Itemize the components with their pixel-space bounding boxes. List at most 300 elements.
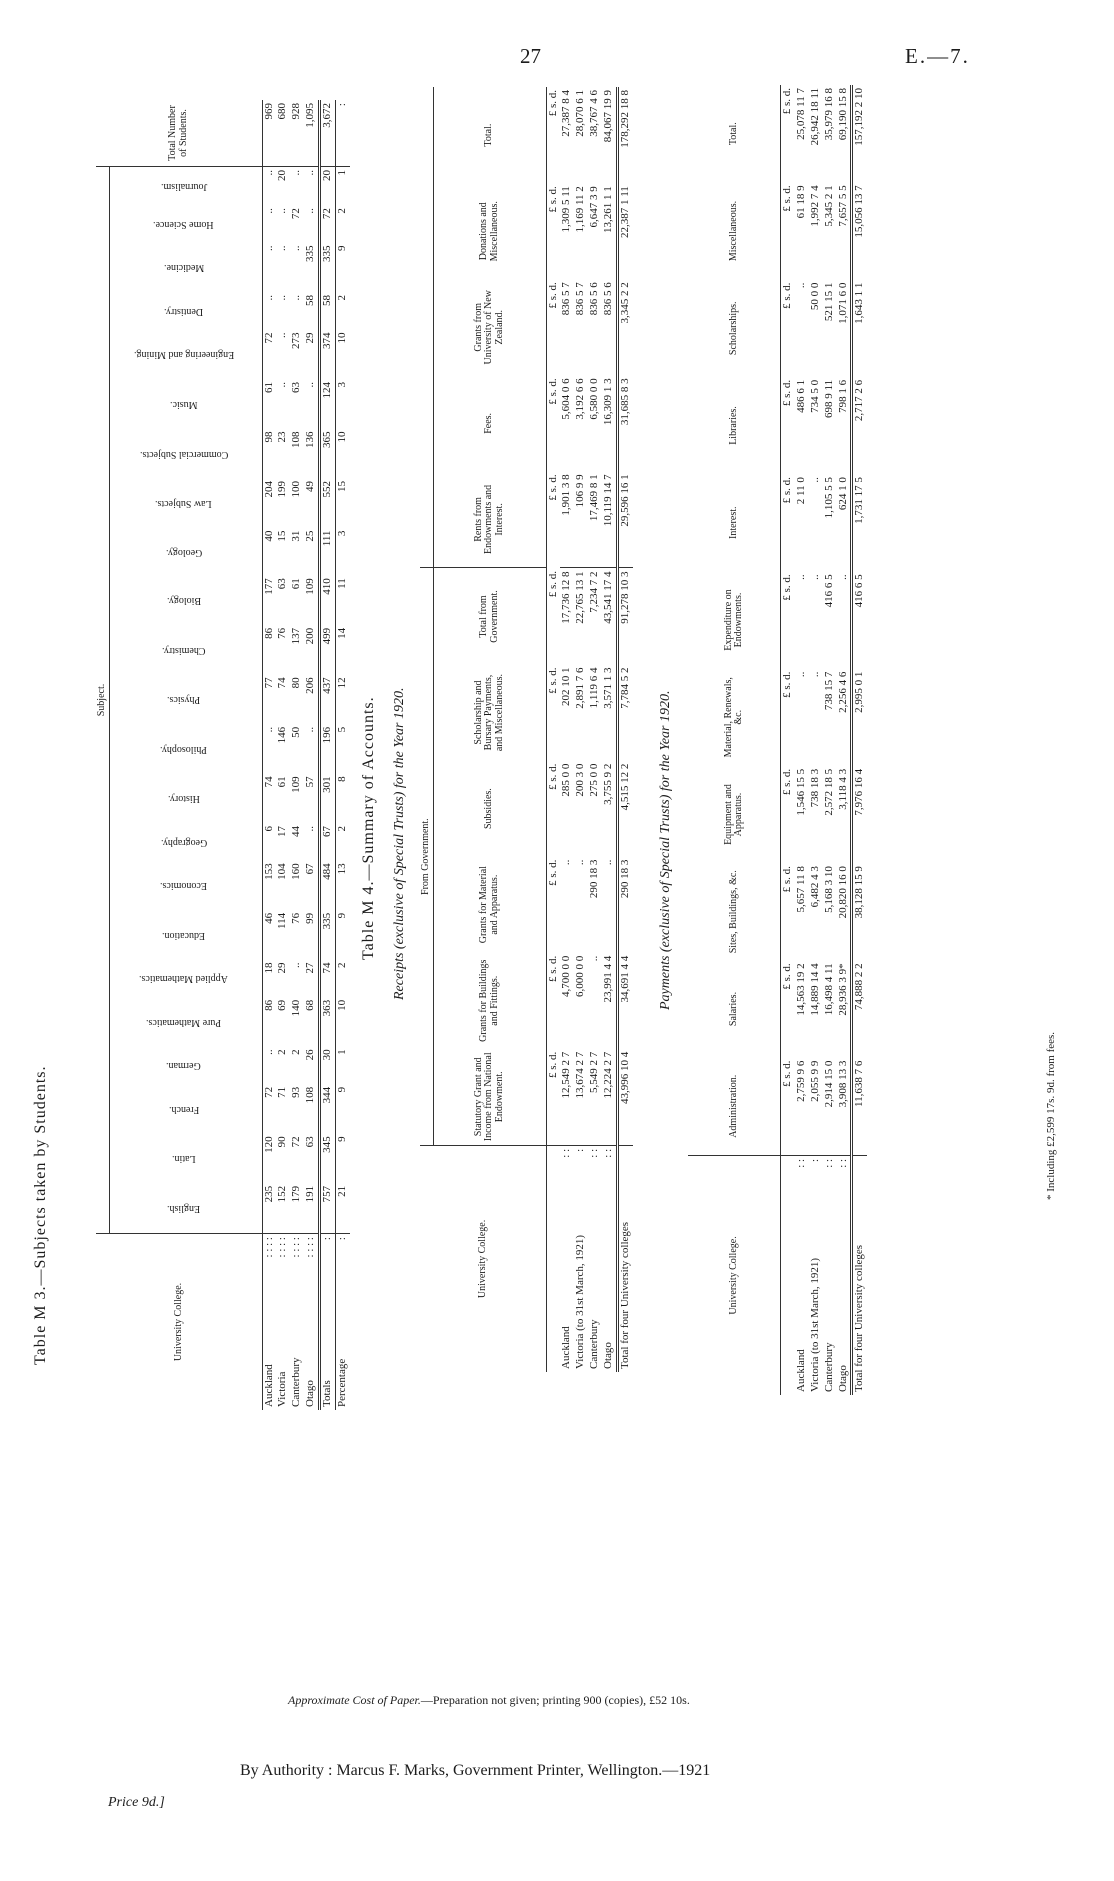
m4-cell: 836 5 7 [560,282,573,316]
m3-cell: 71 [276,1086,289,1098]
m4-units-row [546,87,560,1372]
document-reference: E.—7. [905,44,970,68]
m4-cell: 836 5 7 [574,282,587,316]
m4-total-cell: 91,278 10 3 [617,568,632,665]
m3-cell: 160 [290,863,303,880]
m5-college-name: Canterbury [822,1342,835,1392]
m4-cell: 6,000 0 0 [574,955,587,997]
m5-column-header-3: Equipment and Apparatus. [688,766,781,863]
m3-subject-label: Education. [162,929,206,941]
m3-cell: 3 [335,381,348,388]
m5-dots: : : [836,1158,849,1168]
m5-cell: .. [794,282,807,289]
m3-subject-header-7 [109,860,262,910]
m3-cell: 86 [262,627,275,639]
m4-college-cell [560,1145,574,1372]
m4-units: £ s. d. [546,378,559,405]
m5-cell: 14,563 19 2 [794,963,807,1016]
m4-column-header-10: Total. [433,87,546,183]
table-row [276,100,290,1410]
m4-units: £ s. d. [546,955,559,982]
m5-cell: 69,190 15 8 [836,88,849,141]
m3-cell: 2 [290,1049,303,1055]
m3-cell: 49 [304,481,317,493]
m3-college-cell [262,1234,276,1411]
m4-cell: 285 0 0 [560,763,573,797]
m3-cell: .. [304,170,317,176]
m3-cell: 153 [262,863,275,880]
m4-cell: 106 9 9 [574,474,587,508]
m3-cell: 499 [321,627,333,645]
m3-subject-header-6 [109,910,262,960]
m3-cell: 2 [335,295,348,301]
m4-column-header-3: Subsidies. [433,761,546,857]
m4-total-cell: 31,685 8 3 [618,378,631,426]
m4-dots: : : [560,1148,573,1158]
m3-cell: .. [304,726,317,733]
m5-column-header-2: Sites, Buildings, &c. [688,863,781,960]
m3-subject-header-9 [109,773,262,823]
m5-units: £ s. d. [781,88,793,115]
m3-cell: .. [304,381,317,388]
m5-cell: 698 9 11 [822,379,835,418]
m5-units: £ s. d. [781,282,793,309]
m3-total-cell: : [335,100,349,167]
m5-total-label: Total for four University colleges [852,1155,867,1395]
m3-cell: .. [262,208,275,214]
m4-cell: 836 5 6 [588,282,601,316]
m3-cell: 74 [321,962,333,974]
m4-units: £ s. d. [546,282,559,309]
m5-cell: 624 1 0 [836,477,849,511]
m3-college-cell [335,1234,349,1411]
m3-cell: 108 [290,431,303,448]
m3-cell: 68 [304,999,317,1011]
m3-cell: 10 [335,999,348,1011]
m3-cell: 484 [321,863,333,880]
m5-total-cell: 1,643 1 1 [853,282,866,324]
m5-total-cell: 157,192 2 10 [853,88,866,146]
m4-units: £ s. d. [546,859,559,886]
m5-cell: 1,992 7 4 [808,185,821,227]
m3-subject-label: Music. [170,398,198,410]
m3-cell: 335 [304,245,317,262]
m3-cell: 63 [290,381,303,393]
m3-cell: 757 [321,1185,333,1203]
m5-body [781,85,868,1395]
table-row [809,85,823,1395]
m3-cell: 5 [335,726,348,733]
m5-cell: 3,118 4 3 [836,768,849,810]
table-row [574,87,588,1372]
m5-total-cell: 38,128 15 9 [853,866,866,919]
m4-cell: .. [560,859,573,866]
m4-cell: 6,580 0 0 [588,378,601,420]
m3-subject-header: Subject. [96,167,109,1234]
m4-units: £ s. d. [546,763,559,790]
m3-cell: 108 [304,1086,317,1104]
m4-college-cell [588,1145,602,1372]
m3-subject-label: Economics. [160,880,208,892]
m4-cell: 290 18 3 [588,859,601,899]
m4-total-cell: 29,596 16 1 [618,474,631,527]
m5-cell: 35,979 16 8 [822,88,835,141]
m3-subject-label: French. [168,1103,199,1115]
m3-cell: 26 [304,1049,317,1061]
m5-cell: 6,482 4 3 [808,866,821,908]
m4-cell: 16,309 1 3 [602,378,614,426]
m3-subject-label: Law Subjects. [155,498,213,510]
m3-cell: 72 [262,1086,275,1098]
m3-subject-header-22 [109,167,262,206]
m3-cell: .. [262,1049,275,1055]
m5-cell: 5,168 3 10 [822,866,835,913]
m5-cell: 50 0 0 [808,282,821,311]
m3-cell: 179 [290,1185,303,1203]
m4-college-cell [602,1145,617,1372]
m3-cell: .. [262,245,275,251]
m5-units: £ s. d. [781,477,793,504]
m5-column-header-4: Material, Renewals, &c. [688,669,781,766]
table-m4 [420,87,633,1372]
m4-cell: 836 5 6 [602,282,614,316]
m4-cell: 7,234 7 2 [588,568,602,665]
m3-subject-header-11 [109,674,262,724]
m4-college-name: Canterbury [588,1319,601,1369]
m4-column-header-0: Statutory Grant and Income from National Endowment. [433,1049,546,1146]
m3-cell: 17 [276,825,289,837]
m4-column-header-6: Rents from Endowments and Interest. [433,471,546,568]
m4-cell: 200 3 0 [574,763,587,797]
m3-cell: 27 [304,962,317,974]
m3-cell: 44 [290,825,303,837]
m5-cell: 2,055 9 9 [808,1060,821,1102]
m4-cell: 5,604 0 6 [560,378,573,420]
m5-total-cell: 2,995 0 1 [853,671,866,713]
m4-total-cell: 43,996 10 4 [618,1051,631,1105]
m3-cell: 344 [321,1086,333,1104]
m5-college-name: Otago [836,1365,849,1392]
m5-total-row [852,85,867,1395]
m3-college-cell [290,1234,304,1411]
m4-units: £ s. d. [546,1051,559,1079]
m3-cell: 9 [335,1136,348,1142]
m3-cell: 77 [262,677,275,689]
m3-subject-label: Applied Mathematics. [139,973,229,985]
m3-subject-label: English. [167,1203,201,1215]
m5-total-cell: 15,056 13 7 [853,185,866,238]
m4-units: £ s. d. [546,570,559,598]
m5-cell: .. [808,671,821,678]
m3-cell: 114 [276,912,289,929]
m4-cell: 38,767 4 6 [588,90,601,137]
m3-college-name: Percentage [335,1358,348,1407]
m5-college-cell [823,1155,837,1395]
m5-units: £ s. d. [781,379,793,407]
m4-units: £ s. d. [546,667,559,694]
m5-total-cell: 7,976 16 4 [853,768,866,816]
m4-dots: : : [602,1148,614,1158]
table-row [588,87,602,1372]
m3-dots: : [321,1237,333,1241]
m3-cell: 109 [290,776,303,793]
m5-cell: 798 1 6 [836,379,849,413]
m3-subject-label: Geography. [160,836,207,848]
m4-cell: .. [588,955,601,962]
m5-units: £ s. d. [781,671,793,698]
m4-cell: 22,765 13 1 [574,568,588,665]
m3-cell: 3 [335,530,348,537]
m4-cell: 2,891 7 6 [574,667,587,709]
m3-cell: 86 [262,999,275,1011]
m4-cell: 1,309 5 11 [560,186,573,233]
m5-column-header-6: Interest. [688,474,781,571]
m5-college-cell [837,1155,852,1395]
m5-cell: 738 15 7 [822,671,835,711]
m3-dots: : : : : [276,1237,289,1258]
m4-total-cell: 178,292 18 8 [618,90,631,148]
m3-cell: 124 [321,381,333,399]
table-row [320,100,336,1410]
m3-subject-label: Engineering and Mining. [133,349,234,361]
m5-cell: 1,071 6 0 [836,282,849,324]
m5-college-header: University College. [688,1155,781,1395]
table-row [262,100,276,1410]
m5-column-header-9: Miscellaneous. [688,182,781,279]
m3-subject-header-17 [109,379,262,429]
m5-cell: 2,256 4 6 [836,671,849,713]
m4-total-row [617,87,632,1372]
m3-subject-label: Dentistry. [164,305,204,317]
m3-cell: 29 [304,332,317,344]
m5-college-name: Auckland [794,1349,807,1392]
m5-columns [688,85,781,1395]
m3-subject-header-0 [109,1183,262,1234]
m3-cell: .. [276,295,289,301]
table-m4-subtitle: Receipts (exclusive of Special Trusts) for the Year 1920. [392,687,407,1000]
table-row [823,85,837,1395]
m3-subject-header-2 [109,1084,262,1134]
m5-cell: 416 6 5 [822,574,835,608]
m3-college-header: University College. [96,1234,262,1411]
m3-subject-header-4 [109,997,262,1047]
m3-cell: .. [276,208,289,214]
m5-cell: 486 6 1 [794,379,807,413]
m3-cell: 191 [304,1185,317,1203]
table-m3-title: Table M 3.—Subjects taken by Students. [32,1065,49,1365]
m5-cell: 734 5 0 [808,379,821,413]
m5-total-cell: 1,731 17 5 [853,477,866,524]
m3-cell: 10 [335,431,348,443]
m4-cell: .. [574,859,587,866]
m3-cell: .. [276,245,289,251]
m3-cell: 23 [276,431,289,443]
m3-college-name: Otago [304,1380,317,1407]
m3-college-cell [304,1234,319,1411]
m3-subject-label: Journalism. [160,181,207,193]
m3-cell: 18 [262,962,275,974]
m3-cell: .. [262,170,275,176]
m5-total-cell: 2,717 2 6 [853,379,866,422]
m5-units-blank [781,1155,795,1395]
m3-cell: 199 [276,481,289,498]
m3-cell: 93 [290,1086,303,1098]
table-row [304,100,319,1410]
m5-units: £ s. d. [781,1060,793,1087]
m3-college-name: Auckland [262,1364,275,1407]
m3-cell: 57 [304,776,317,788]
m4-dots: : [574,1148,587,1152]
m3-subject-header-18 [109,329,262,379]
table-row [290,100,304,1410]
m3-cell: 6 [262,825,275,832]
m3-cell: .. [290,962,303,968]
m3-cell: 72 [290,1136,303,1148]
m5-cell: 2 11 0 [794,477,807,505]
table-m3 [96,100,350,1410]
m3-total-cell: 969 [262,100,276,167]
m4-total-cell: 4,515 12 2 [618,763,631,811]
m5-cell: 2,572 18 5 [822,768,835,816]
m4-column-header-5: Total from Government. [433,568,546,665]
m4-column-header-9: Donations and Miscellaneous. [433,183,546,279]
m5-dots: : : [822,1158,835,1168]
m3-cell: 206 [304,677,317,694]
cost-label: Approximate Cost of Paper. [288,1693,421,1707]
m4-cell: 84,067 19 9 [602,90,614,143]
table-row [795,85,809,1395]
m4-column-header-2: Grants for Material and Apparatus. [433,857,546,953]
m3-cell: 177 [262,578,275,595]
m3-cell: 90 [276,1136,289,1148]
m5-cell: .. [836,574,849,580]
m3-subject-label: Home Science. [153,219,215,231]
m4-cell: 17,469 8 1 [588,474,601,522]
m4-college-name: Victoria (to 31st March, 1921) [574,1234,587,1369]
m3-cell: 2 [276,1049,289,1055]
m3-college-name: Canterbury [290,1357,303,1407]
m3-cell: 2 [335,962,348,968]
m5-cell: 1,105 5 5 [822,477,835,519]
m5-column-header-10: Total. [688,85,781,182]
m3-cell: 15 [276,530,289,542]
m3-body [262,100,350,1410]
m3-subject-header-16 [109,429,262,479]
m4-cell: 6,647 3 9 [588,186,601,228]
m3-cell: 2 [335,825,348,832]
m3-cell: 111 [321,530,333,547]
m3-college-name: Totals [321,1380,333,1407]
m3-cell: 72 [290,208,303,220]
m3-cell: 10 [335,332,348,344]
m4-cell: 3,571 1 3 [602,667,614,709]
m3-subject-header-21 [109,205,262,242]
m4-cell: 10,119 14 7 [602,474,614,527]
m5-footnote: * Including £2,599 17s. 9d. from fees. [1045,1031,1057,1200]
m5-units: £ s. d. [781,185,793,212]
m3-subject-label: German. [166,1060,202,1072]
m3-cell: 74 [276,677,289,689]
m4-dots: : : [588,1148,601,1158]
m3-cell: 50 [290,726,303,738]
table-row [837,85,852,1395]
m3-cell: 335 [321,912,333,930]
m5-column-header-0: Administration. [688,1058,781,1156]
m3-subject-label: Chemistry. [161,644,206,656]
m3-cell: 30 [321,1049,333,1061]
m3-cell: 74 [262,776,275,788]
m4-total-cell: 3,345 2 2 [618,282,631,324]
m4-college-name: Auckland [560,1326,573,1369]
m3-cell: .. [276,332,289,338]
m4-column-header-1: Grants for Buildings and Fittings. [433,953,546,1049]
m5-total-cell: 74,888 2 2 [853,963,866,1011]
m4-cell: 27,387 8 4 [560,90,573,137]
m3-cell: 136 [304,431,317,448]
m3-subject-header-15 [109,478,262,528]
m3-cell: 99 [304,912,317,924]
m3-cell: .. [276,381,289,388]
m5-units: £ s. d. [781,574,793,601]
m3-cell: 2 [335,208,348,214]
m3-total-cell: 680 [276,100,290,167]
m3-cell: 365 [321,431,333,448]
m5-column-header-7: Libraries. [688,377,781,474]
m3-cell: 204 [262,481,275,498]
cost-text: —Preparation not given; printing 900 (copies), £52 10s. [420,1693,690,1707]
m3-cell: 140 [290,999,303,1017]
m3-subject-header-10 [109,724,262,774]
m5-cell: 2,914 15 0 [822,1060,835,1108]
m3-cell: 20 [321,170,333,181]
m4-column-header-7: Fees. [433,375,546,471]
m4-cell: 275 0 0 [588,763,601,797]
m4-cell: 17,736 12 8 [560,568,574,665]
m5-college-cell [809,1155,823,1395]
m3-cell: 104 [276,863,289,880]
m3-cell: 98 [262,431,275,443]
m4-cell: 4,700 0 0 [560,955,573,997]
m4-cell: 28,070 6 1 [574,90,587,137]
m5-dots: : : [794,1158,807,1168]
m5-units-row [781,85,795,1395]
m3-cell: 374 [321,332,333,349]
m4-college-cell [574,1145,588,1372]
m3-cell: 63 [276,578,289,590]
m3-cell: 15 [335,481,348,493]
m3-total-cell: 3,672 [320,100,336,167]
m3-cell: 9 [335,245,348,251]
m5-cell: 26,942 18 11 [808,88,821,146]
m5-cell: .. [808,574,821,580]
m4-total-cell: 34,691 4 4 [618,955,631,1003]
m4-units: £ s. d. [546,90,559,117]
m5-cell: 7,657 5 5 [836,185,849,227]
m3-cell: 200 [304,627,317,645]
m3-subject-label: Pure Mathematics. [146,1016,222,1028]
m3-total-cell: 928 [290,100,304,167]
m5-college-cell [795,1155,809,1395]
m3-college-name: Victoria [276,1371,289,1407]
m3-cell: 76 [290,912,303,924]
m5-units: £ s. d. [781,866,793,893]
m5-cell: 16,498 4 11 [822,963,835,1016]
m3-cell: 31 [290,530,303,542]
m5-cell: 521 15 1 [822,282,835,322]
m4-cell: 202 10 1 [560,667,573,707]
m3-cell: 72 [321,208,333,220]
table-row [560,87,574,1372]
